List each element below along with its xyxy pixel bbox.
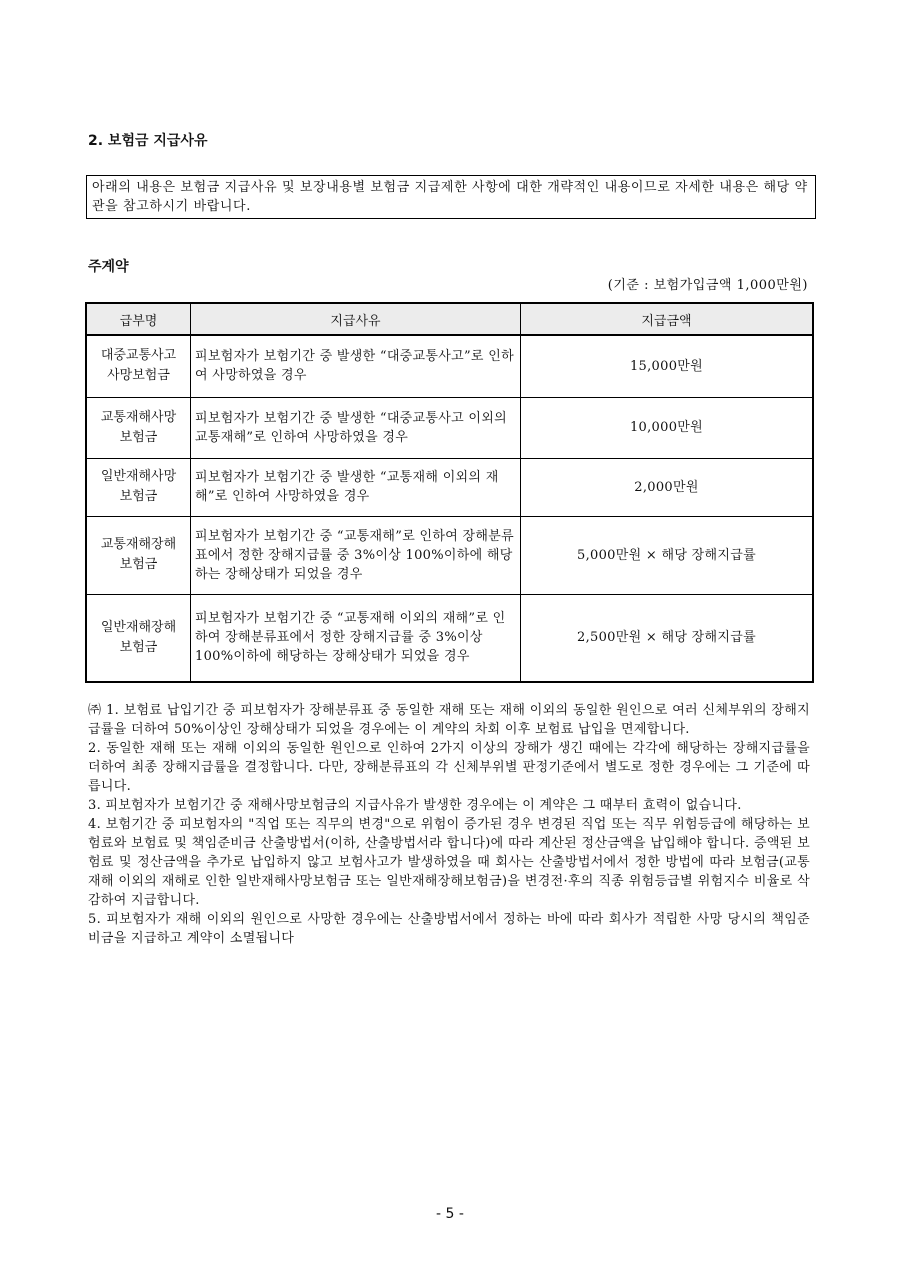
notes-section: [88, 701, 810, 948]
page-number: - 5 -: [436, 1206, 464, 1222]
sub-title: 주계약: [88, 259, 129, 275]
benefit-name-line: 보험금: [119, 639, 158, 655]
table-row: [87, 458, 813, 516]
payment-amount-cell: 10,000만원: [521, 397, 813, 458]
benefit-name-line: 보험금: [119, 557, 158, 572]
note-item: ㈜ 1. 보험료 납입기간 중 피보험자가 장해분류표 중 동일한 재해 또는 재해 이외의 동일한 원인으로 여러 신체부위의 장해지급률을 더하여 50%이상인 장해상태가 되었을 경우에는 이 계약의 차회 이후 보험료 납입을 면제합니다.: [88, 703, 810, 737]
benefit-name-line: 보험금: [119, 489, 158, 504]
benefit-table: [86, 303, 813, 682]
payment-amount-cell: 2,000만원: [521, 458, 813, 516]
header-benefit-name: 급부명: [87, 304, 191, 336]
payment-reason-cell: 피보험자가 보험기간 중 “교통재해”로 인하여 장해분류표에서 정한 장해지급률 중 3%이상 100%이하에 해당하는 장해상태가 되었을 경우: [191, 516, 521, 594]
table-header-row: [87, 304, 813, 336]
payment-amount-cell: 5,000만원 × 해당 장해지급률: [521, 516, 813, 594]
benefit-name-line: 교통재해장해: [100, 537, 177, 552]
payment-reason-cell: 피보험자가 보험기간 중 발생한 “대중교통사고 이외의 교통재해”로 인하여 사망하였을 경우: [191, 397, 521, 458]
section-title: 2. 보험금 지급사유: [88, 133, 208, 149]
table-row: [87, 335, 813, 397]
benefit-name-cell: [87, 594, 191, 681]
payment-reason-cell: 피보험자가 보험기간 중 발생한 “교통재해 이외의 재해”로 인하여 사망하였을 경우: [191, 458, 521, 516]
payment-amount-cell: 2,500만원 × 해당 장해지급률: [521, 594, 813, 681]
benefit-name-cell: [87, 516, 191, 594]
header-payment-amount: 지급금액: [521, 304, 813, 336]
header-payment-reason: 지급사유: [191, 304, 521, 336]
note-item: 4. 보험기간 중 피보험자의 "직업 또는 직무의 변경"으로 위험이 증가된 경우 변경된 직업 또는 직무 위험등급에 해당하는 보험료와 보험료 및 책임준비금 산출방법서(이하, 산출방법서라 합니다)에 따라 계산된 정산금액을 납입해야 합니다. 증액된 보험료 및 정산금액을 추가로 납입하지 않고 보험사고가 발생하였을 때 회사는 산출방법서에서 정한 방법에 따라 보험금(교통재해 이외의 재해로 인한 일반재해사망보험금 또는 일반재해장해보험금)을 변경전·후의 직종 위험등급별 위험지수 비율로 삭감하여 지급합니다.: [88, 817, 810, 908]
note-item: 3. 피보험자가 보험기간 중 재해사망보험금의 지급사유가 발생한 경우에는 이 계약은 그 때부터 효력이 없습니다.: [88, 798, 742, 813]
notice-box: 아래의 내용은 보험금 지급사유 및 보장내용별 보험금 지급제한 사항에 대한 개략적인 내용이므로 자세한 내용은 해당 약관을 참고하시기 바랍니다.: [86, 175, 816, 219]
benefit-name-line: 대중교통사고: [100, 348, 177, 364]
note-item: 2. 동일한 재해 또는 재해 이외의 동일한 원인으로 인하여 2가지 이상의 장해가 생긴 때에는 각각에 해당하는 장해지급률을 더하여 최종 장해지급률을 결정합니다. 다만, 장해분류표의 각 신체부위별 판정기준에서 별도로 정한 경우에는 그 기준에 따릅니다.: [88, 741, 810, 794]
payment-reason-cell: 피보험자가 보험기간 중 발생한 “대중교통사고”로 인하여 사망하였을 경우: [191, 335, 521, 397]
note-item: 5. 피보험자가 재해 이외의 원인으로 사망한 경우에는 산출방법서에서 정하는 바에 따라 회사가 적립한 사망 당시의 책임준비금을 지급하고 계약이 소멸됩니다: [88, 912, 810, 946]
table-row: [87, 594, 813, 681]
benefit-name-line: 사망보험금: [107, 368, 170, 384]
table-row: [87, 397, 813, 458]
benefit-name-line: 일반재해장해: [100, 619, 177, 635]
benefit-name-cell: [87, 458, 191, 516]
benefit-name-cell: [87, 335, 191, 397]
payment-reason-cell: 피보험자가 보험기간 중 “교통재해 이외의 재해”로 인하여 장해분류표에서 정한 장해지급률 중 3%이상 100%이하에 해당하는 장해상태가 되었을 경우: [191, 594, 521, 681]
benefit-name-line: 일반재해사망: [100, 469, 177, 484]
payment-amount-cell: 15,000만원: [521, 335, 813, 397]
benefit-name-line: 보험금: [119, 429, 158, 445]
table-row: [87, 516, 813, 594]
benefit-name-cell: [87, 397, 191, 458]
basis-note: (기준 : 보험가입금액 1,000만원): [607, 278, 808, 293]
benefit-name-line: 교통재해사망: [100, 409, 177, 425]
